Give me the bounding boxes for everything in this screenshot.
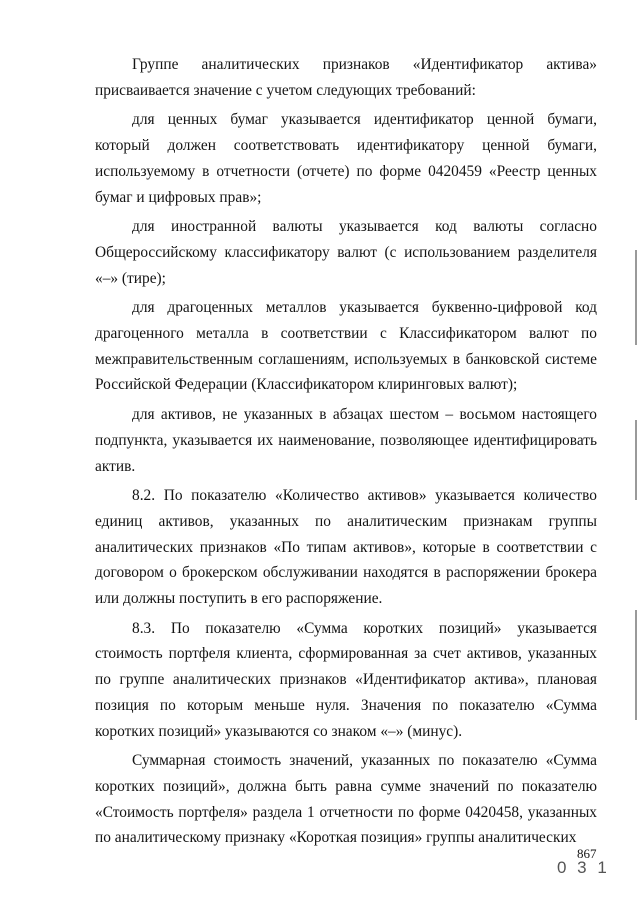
archive-stamp-mark: 0 3 1 xyxy=(557,858,610,877)
page-number: 867 xyxy=(577,846,597,861)
paragraph-short-positions-total: Суммарная стоимость значений, указанных по показателю «Сумма коротких позиций», должна быть равна сумме значений по показателю «Стоимость портфеля» раздела 1 отчетности по форме 0420458, указанных по аналитическому признаку «Короткая позиция» группы аналитических xyxy=(95,752,597,847)
paragraph-8-3-short-positions: 8.3. По показателю «Сумма коротких позиций» указывается стоимость портфеля клиента, сформированная за счет активов, указанных по группе аналитических признаков «Идентификатор актива», плановая позиция по которым меньше нуля. Значения по показателю «Сумма коротких позиций» указываются со знаком «–» (минус). xyxy=(95,619,597,740)
paragraph-8-2-asset-quantity: 8.2. По показателю «Количество активов» указывается количество единиц активов, указанных по аналитическим признакам группы аналитических признаков «По типам активов», которые в соответствии с договором о брокерском обслуживании находятся в распоряжении брокера или должны поступить в его распоряжение. xyxy=(95,487,597,608)
paragraph-precious-metals: для драгоценных металлов указывается буквенно-цифровой код драгоценного металла в соответствии с Классификатором валют по межправительственным соглашениям, используемых в банковской системе Российской Федерации (Классификатором клиринговых валют); xyxy=(95,299,597,394)
scan-edge-line-lower xyxy=(635,610,637,720)
scan-edge-line-upper xyxy=(635,250,637,345)
paragraph-other-assets: для активов, не указанных в абзацах шестом – восьмом настоящего подпункта, указывается их наименование, позволяющее идентифицировать актив. xyxy=(95,406,597,475)
paragraph-foreign-currency: для иностранной валюты указывается код валюты согласно Общероссийскому классификатору валют (с использованием разделителя «–» (тире); xyxy=(95,218,597,287)
paragraph-securities: для ценных бумаг указывается идентификатор ценной бумаги, который должен соответствовать идентификатору ценной бумаги, используемому в отчетности (отчете) по форме 0420459 «Реестр ценных бумаг и цифровых прав»; xyxy=(95,111,597,206)
document-body xyxy=(95,52,597,855)
paragraph-identifier-group: Группе аналитических признаков «Идентификатор актива» присваивается значение с учетом следующих требований: xyxy=(95,56,597,99)
scan-edge-line-middle xyxy=(635,420,637,500)
